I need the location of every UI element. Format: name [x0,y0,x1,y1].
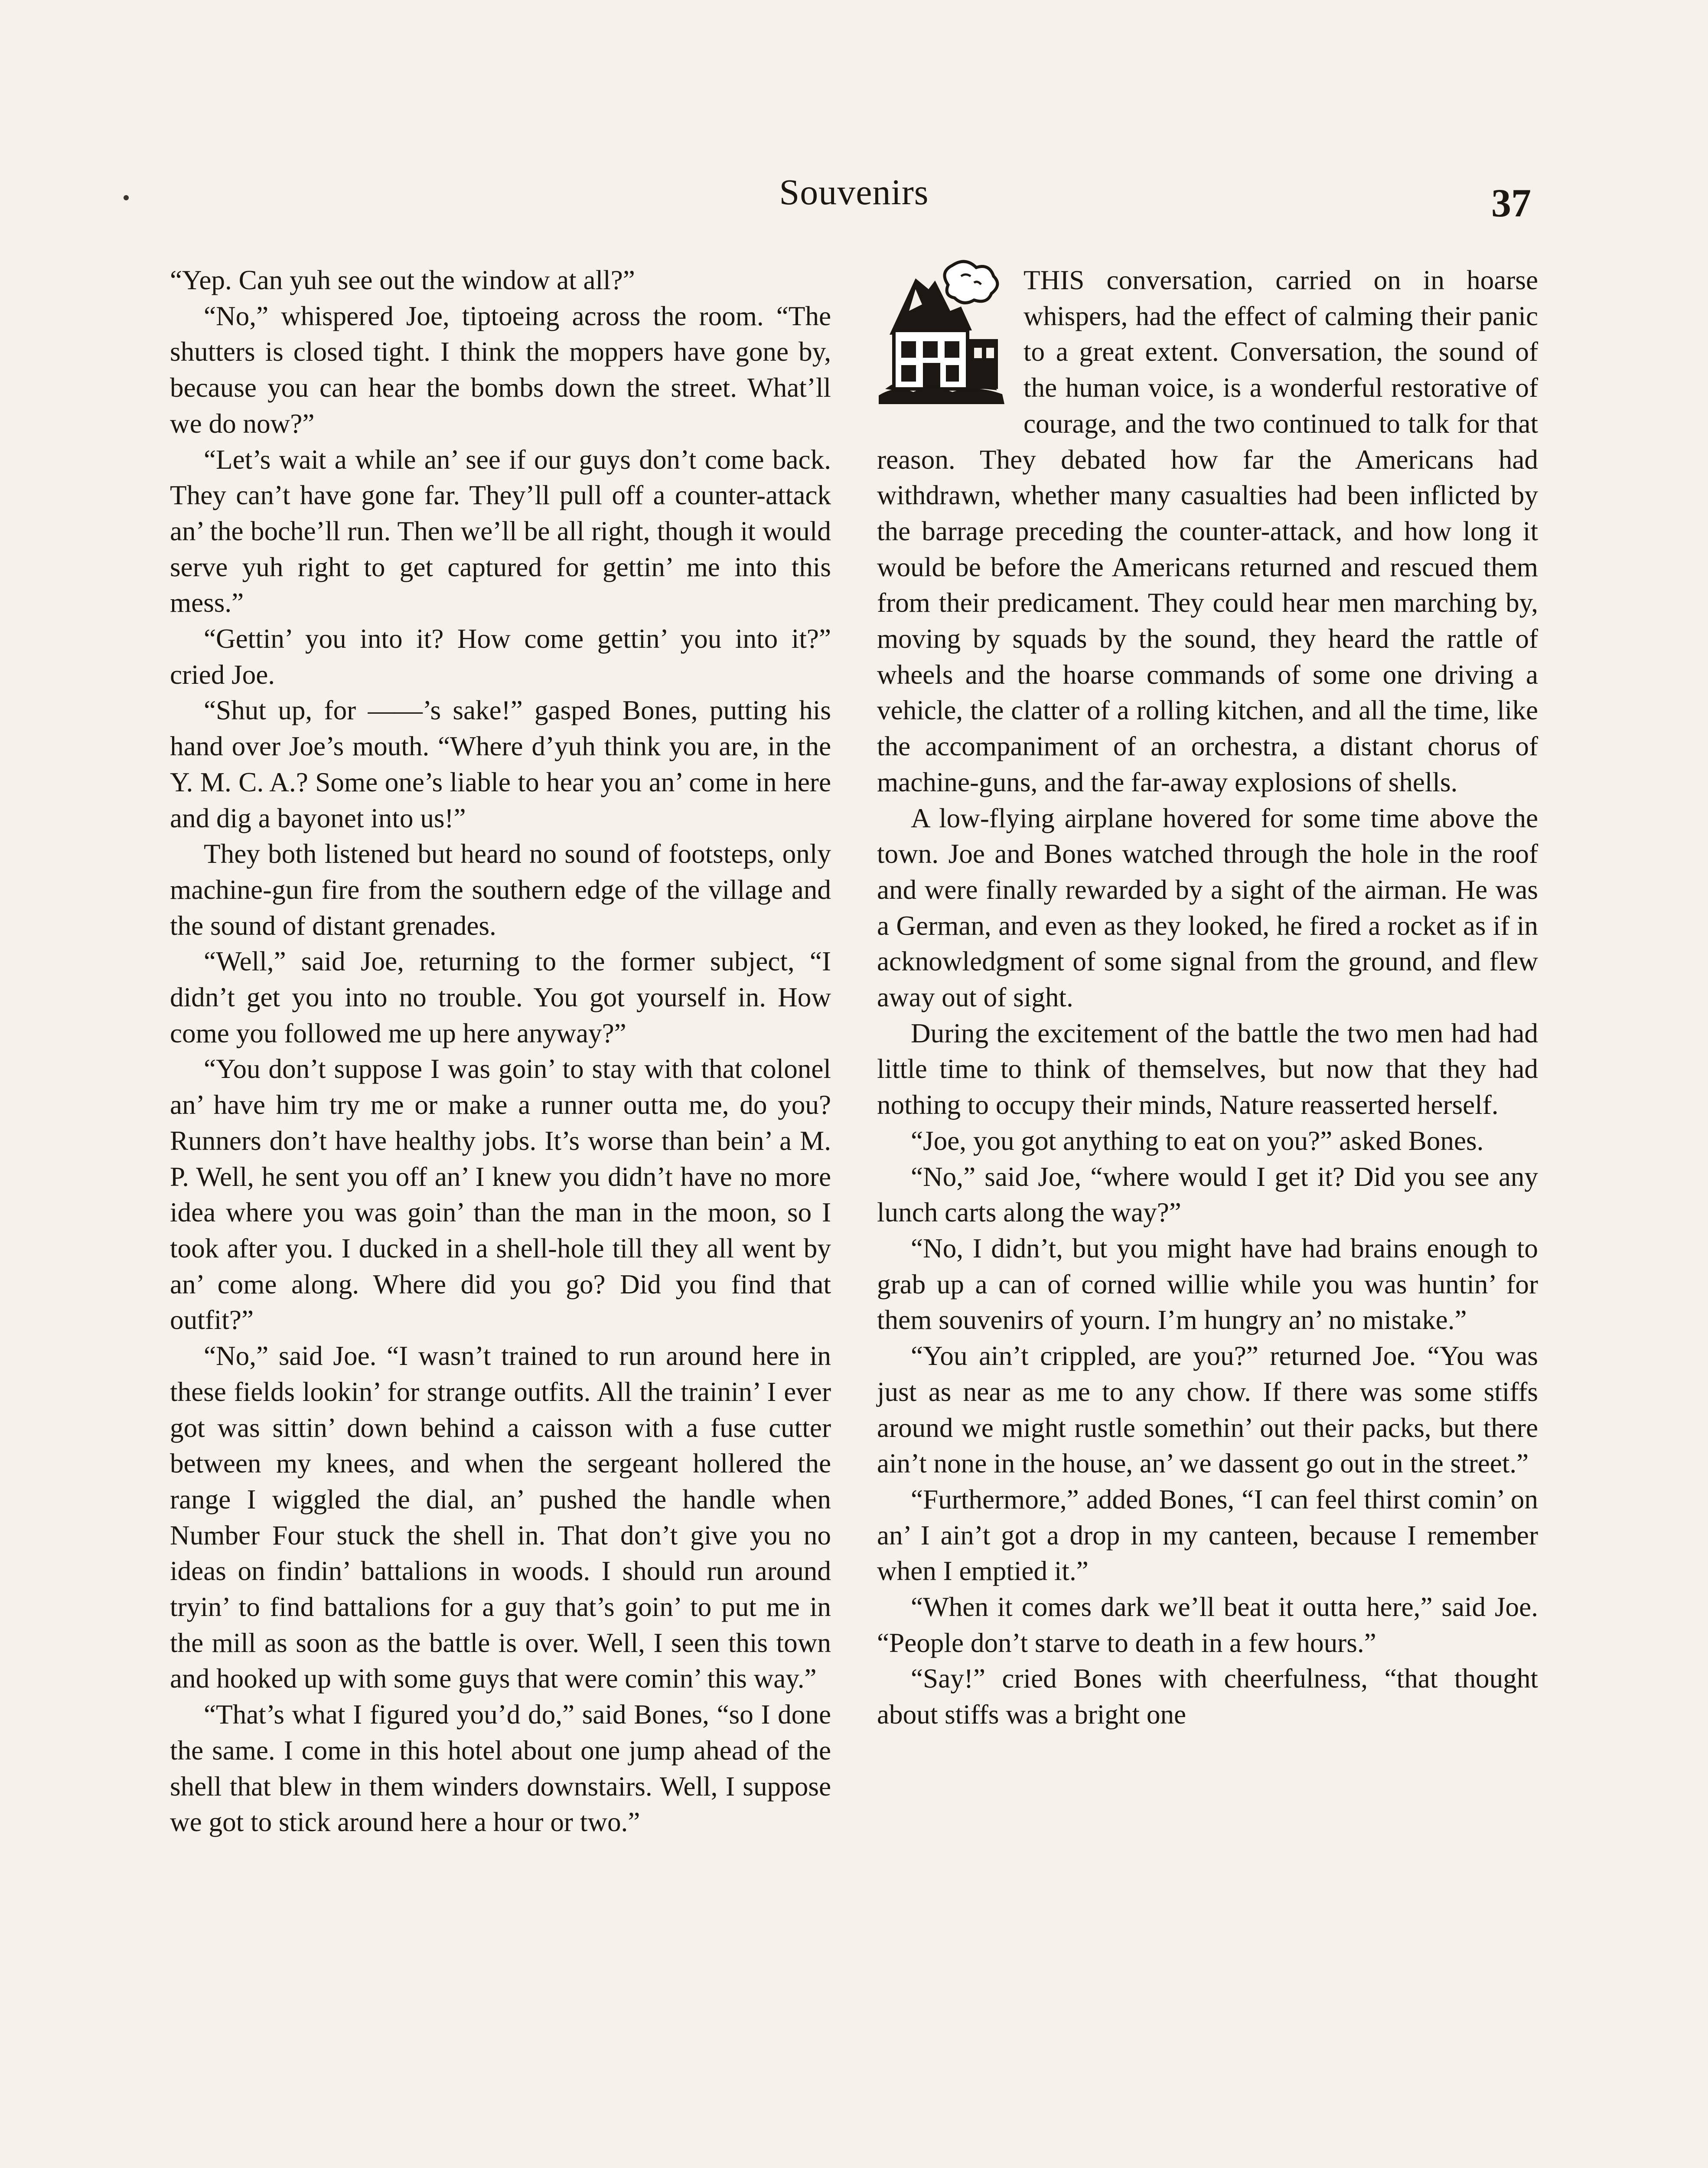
paragraph: “When it comes dark we’ll beat it outta here,” said Joe. “People don’t starve to death in a few hours.” [877,1592,1538,1658]
page-number: 37 [1491,181,1531,225]
right-column [877,262,1538,1733]
paragraph: “That’s what I figured you’d do,” said Bones, “so I done the same. I come in this hotel about one jump ahead of the shell that blew in them winders downstairs. Well, I suppose we got to stick around here a hour or two.” [170,1699,831,1838]
paragraph: “You don’t suppose I was goin’ to stay with that colonel an’ have him try me or make a runner outta me, do you? Runners don’t have healthy jobs. It’s worse than bein’ a M. P. Well, he sent you off an’ I knew you didn’t have no more idea where you was goin’ than the man in the moon, so I took after you. I ducked in a shell-hole till they all went by an’ come along. Where did you go? Did you find that outfit?” [170,1054,831,1335]
paragraph: “No,” said Joe, “where would I get it? Did you see any lunch carts along the way?” [877,1161,1538,1228]
paragraph: “Furthermore,” added Bones, “I can feel thirst comin’ on an’ I ain’t got a drop in my canteen, because I remember when I emptied it.” [877,1484,1538,1587]
left-column [170,262,831,1840]
paragraph: They both listened but heard no sound of footsteps, only machine-gun fire from the southern edge of the village and the sound of distant grenades. [170,839,831,941]
running-head: Souvenirs [779,172,929,212]
paragraph: During the excitement of the battle the two men had had little time to think of themselves, but now that they had nothing to occupy their minds, Nature reasserted herself. [877,1018,1538,1120]
paragraph: “Say!” cried Bones with cheerfulness, “that thought about stiffs was a bright one [877,1663,1538,1730]
paragraph: “Gettin’ you into it? How come gettin’ you into it?” cried Joe. [170,624,831,690]
paragraph: “Joe, you got anything to eat on you?” asked Bones. [911,1125,1484,1156]
ruined-house-icon [874,259,1009,406]
paragraph: A low-flying airplane hovered for some time above the town. Joe and Bones watched through the hole in the roof and were finally rewarded by a sight of the airman. He was a German, and even as they looked, he fired a rocket as if in acknowledgment of some signal from the ground, and flew away out of sight. [877,803,1538,1013]
paragraph: THIS conversation, carried on in hoarse whispers, had the effect of calming their panic to a great extent. Conversation, the sound of the human voice, is a wonderful restorative of courage, and the two continued to talk for that reason. They debated how far the Americans had withdrawn, whether many casualties had been inflicted by the barrage preceding the counter-attack, and how long it would be before the Americans returned and rescued them from their predicament. They could hear men marching by, moving by squads by the sound, they heard the rattle of wheels and the hoarse commands of some one driving a vehicle, the clatter of a rolling kitchen, and all the time, like the accompaniment of an orchestra, a distant chorus of machine-guns, and the far-away explosions of shells. [877,265,1538,797]
paragraph: “Yep. Can yuh see out the window at all?” [170,265,635,295]
paragraph: “No, I didn’t, but you might have had brains enough to grab up a can of corned willie while you was huntin’ for them souvenirs of yourn. I’m hungry an’ no mistake.” [877,1233,1538,1335]
paragraph: “Shut up, for ——’s sake!” gasped Bones, putting his hand over Joe’s mouth. “Where d’yuh think you are, in the Y. M. C. A.? Some one’s liable to hear you an’ come in here and dig a bayonet into us!” [170,695,831,833]
paragraph: “Well,” said Joe, returning to the former subject, “I didn’t get you into no trouble. You got yourself in. How come you followed me up here anyway?” [170,946,831,1048]
ink-speck [124,195,129,200]
paragraph: “No,” whispered Joe, tiptoeing across the room. “The shutters is closed tight. I think the moppers have gone by, because you can hear the bombs down the street. What’ll we do now?” [170,300,831,439]
paragraph: “Let’s wait a while an’ see if our guys don’t come back. They can’t have gone far. They’ll pull off a counter-attack an’ the boche’ll run. Then we’ll be all right, though it would serve yuh right to get captured for gettin’ me into this mess.” [170,444,831,618]
paragraph: “No,” said Joe. “I wasn’t trained to run around here in these fields lookin’ for strange outfits. All the trainin’ I ever got was sittin’ down behind a caisson with a fuse cutter between my knees, and when the sergeant hollered the range I wiggled the dial, an’ pushed the handle when Number Four stuck the shell in. That don’t give you no ideas on findin’ battalions in woods. I should run around tryin’ to find battalions for a guy that’s goin’ to put me in the mill as soon as the battle is over. Well, I seen this town and hooked up with some guys that were comin’ this way.” [170,1341,831,1694]
paragraph: “You ain’t crippled, are you?” returned Joe. “You was just as near as me to any chow. If there was some stiffs around we might rustle somethin’ out their packs, but there ain’t none in the house, an’ we dassent go out in the street.” [877,1341,1538,1479]
